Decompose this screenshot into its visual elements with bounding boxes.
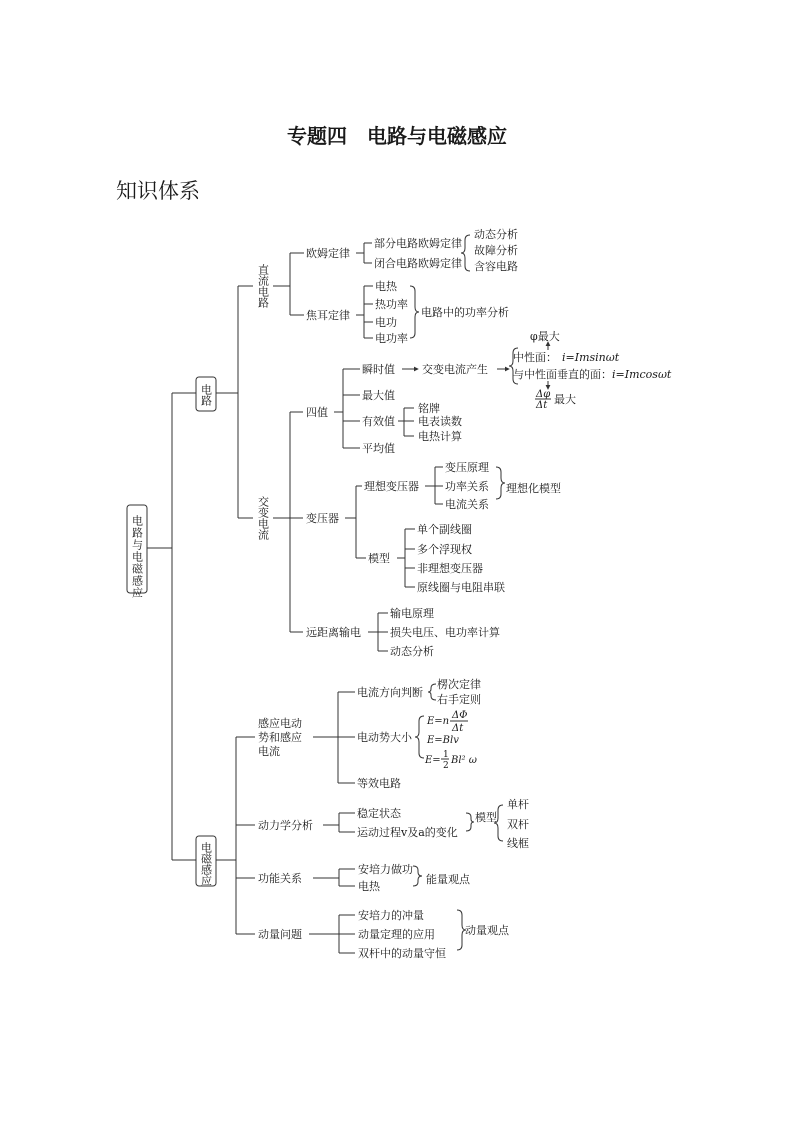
node-capacitor-circuit: 含容电路 <box>474 260 518 273</box>
node-emf-eq3 <box>424 750 477 771</box>
node-wire-frame: 线框 <box>507 837 529 850</box>
node-transmission-principle: 输电原理 <box>390 607 434 620</box>
dc-circuit-label: 直流电路 <box>256 264 270 308</box>
node-heat-calc: 电热计算 <box>418 430 462 443</box>
branch-circuit-label: 电路 <box>199 384 213 406</box>
node-closed-ohm: 闭合电路欧姆定律 <box>374 257 462 270</box>
svg-text:E=n: E=n <box>427 716 450 727</box>
node-ac-generation: 交变电流产生 <box>422 363 488 376</box>
branch-em-label: 电磁感应 <box>199 842 213 886</box>
node-max-value: 最大值 <box>362 389 395 402</box>
node-right-hand-rule: 右手定则 <box>437 693 481 706</box>
node-meter-reading: 电表读数 <box>418 415 462 428</box>
svg-text:1: 1 <box>443 750 449 760</box>
svg-text:ΔΦ: ΔΦ <box>452 710 468 721</box>
ac-current-label: 交变电流 <box>256 496 270 540</box>
node-work-energy: 功能关系 <box>258 872 302 885</box>
svg-text:Δφ: Δφ <box>536 389 551 400</box>
node-single-secondary: 单个副线圈 <box>417 523 472 536</box>
node-instantaneous: 瞬时值 <box>362 363 395 376</box>
node-four-values: 四值 <box>306 406 328 419</box>
node-motion-process: 运动过程v及a的变化 <box>357 826 458 839</box>
node-ideal-model: 理想化模型 <box>506 482 561 495</box>
node-perpendicular-equation: i=Imcosωt <box>612 368 672 381</box>
node-ampere-work: 安培力做功 <box>358 863 413 876</box>
node-current-relation: 电流关系 <box>445 498 489 511</box>
node-momentum: 动量问题 <box>258 928 302 941</box>
node-single-rod: 单杆 <box>507 798 529 811</box>
node-fault-analysis: 故障分析 <box>474 244 518 257</box>
node-voltage-principle: 变压原理 <box>445 461 489 474</box>
svg-text:Δt: Δt <box>536 400 548 411</box>
node-dphi-dt-fraction <box>535 389 551 411</box>
node-joule-law: 焦耳定律 <box>306 309 350 322</box>
node-energy-view: 能量观点 <box>426 873 470 886</box>
node-induced-emf-line3: 电流 <box>258 745 280 758</box>
node-non-ideal: 非理想变压器 <box>417 562 483 575</box>
node-induced-emf-line1: 感应电动 <box>258 717 302 730</box>
node-electric-power: 电功率 <box>375 332 408 345</box>
node-momentum-theorem: 动量定理的应用 <box>358 928 435 941</box>
svg-text:2: 2 <box>443 761 449 771</box>
node-multiple: 多个浮现权 <box>417 543 472 556</box>
node-electric-work: 电功 <box>375 316 397 329</box>
node-phi-max: φ最大 <box>530 330 560 343</box>
page-title: 专题四 电路与电磁感应 <box>287 124 507 148</box>
node-transmission-dynamic: 动态分析 <box>390 645 434 658</box>
node-ideal-transformer: 理想变压器 <box>364 480 419 493</box>
svg-text:Bl² ω: Bl² ω <box>451 755 477 766</box>
node-average-value: 平均值 <box>362 442 395 455</box>
node-ampere-impulse: 安培力的冲量 <box>358 909 424 922</box>
node-double-rod: 双杆 <box>507 818 529 831</box>
node-partial-ohm: 部分电路欧姆定律 <box>374 237 462 250</box>
node-neutral-equation: i=Imsinωt <box>562 351 620 364</box>
node-model: 模型 <box>368 552 390 565</box>
node-dyn-model: 模型 <box>475 811 497 824</box>
section-subtitle: 知识体系 <box>116 179 200 203</box>
node-momentum-view: 动量观点 <box>465 924 509 937</box>
node-steady-state: 稳定状态 <box>357 807 401 820</box>
node-transmission: 远距离输电 <box>306 626 361 639</box>
node-power-analysis: 电路中的功率分析 <box>421 306 509 319</box>
node-equivalent-circuit: 等效电路 <box>357 777 401 790</box>
node-primary-resistor: 原线圈与电阻串联 <box>417 581 505 594</box>
node-electric-heat: 电热 <box>375 280 397 293</box>
node-current-direction: 电流方向判断 <box>357 686 423 699</box>
node-loss-calc: 损失电压、电功率计算 <box>390 626 500 639</box>
node-nameplate: 铭牌 <box>418 402 440 415</box>
node-em-heat: 电热 <box>358 880 380 893</box>
node-induced-emf-line2: 势和感应 <box>258 731 302 744</box>
node-ohm-law: 欧姆定律 <box>306 247 350 260</box>
node-neutral-plane: 中性面： <box>513 351 557 364</box>
node-power-relation: 功率关系 <box>445 480 489 493</box>
svg-text:E=: E= <box>425 755 441 766</box>
node-lenz-law: 楞次定律 <box>437 678 481 691</box>
node-emf-magnitude: 电动势大小 <box>357 731 412 744</box>
root-label: 电路与电磁感应 <box>130 515 144 599</box>
node-transformer: 变压器 <box>306 512 339 525</box>
node-momentum-conservation: 双杆中的动量守恒 <box>358 947 446 960</box>
node-heat-power: 热功率 <box>375 298 408 311</box>
node-emf-eq2: E=Blv <box>427 735 459 746</box>
node-dynamics: 动力学分析 <box>258 819 313 832</box>
node-dphi-max: 最大 <box>554 393 576 406</box>
node-effective-value: 有效值 <box>362 415 395 428</box>
node-emf-eq1 <box>426 710 468 734</box>
node-perpendicular-plane: 与中性面垂直的面： <box>513 368 612 381</box>
node-dynamic-analysis: 动态分析 <box>474 228 518 241</box>
svg-text:Δt: Δt <box>452 723 464 734</box>
